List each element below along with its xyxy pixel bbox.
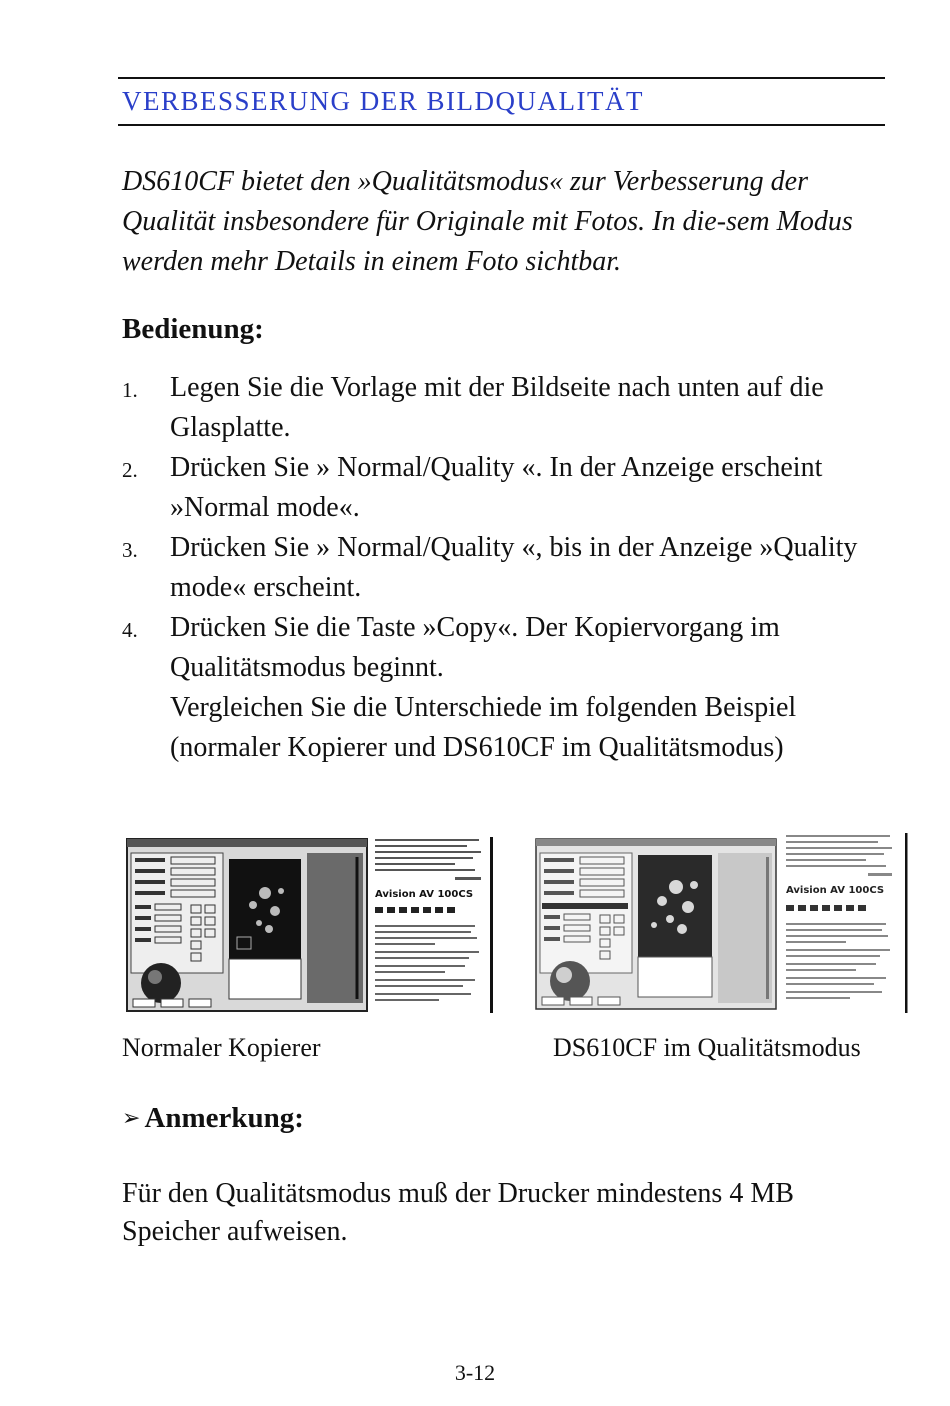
intro-paragraph: DS610CF bietet den »Qualitätsmodus« zur Verbesserung der Qualität insbesondere für Originale mit Fotos. In die-sem Modus werden mehr Details in einem Foto sichtbar. (122, 166, 853, 277)
step-item (122, 608, 882, 768)
step-comparison-text: Vergleichen Sie die Unterschiede im folgenden Beispiel (normaler Kopierer und DS610CF im Qualitätsmodus) (170, 692, 797, 763)
step-text: Drücken Sie » Normal/Quality «, bis in der Anzeige »Quality mode« erscheint. (170, 532, 858, 603)
step-text: Legen Sie die Vorlage mit der Bildseite nach unten auf die Glasplatte. (170, 372, 824, 443)
left-sample-doc-heading: Avision AV 100CS (375, 889, 474, 900)
right-sample-doc-heading: Avision AV 100CS (786, 885, 885, 896)
normal-copy-sample-image (125, 833, 495, 1015)
steps-list (122, 368, 882, 768)
step-number: 1. (122, 378, 138, 402)
operation-heading: Bedienung: (122, 313, 264, 345)
note-heading: Anmerkung: (144, 1102, 304, 1134)
note-text: Für den Qualitätsmodus muß der Drucker mindestens 4 MB Speicher aufweisen. (122, 1178, 794, 1247)
step-body (170, 608, 882, 768)
step-number: 2. (122, 458, 138, 482)
step-text: Drücken Sie die Taste »Copy«. Der Kopiervorgang im Qualitätsmodus beginnt. (170, 612, 780, 683)
top-rule (118, 77, 885, 79)
normal-copy-caption: Normaler Kopierer (122, 1033, 321, 1062)
arrow-bullet-icon: ➢ (122, 1106, 141, 1131)
page-number: 3-12 (454, 1360, 496, 1385)
quality-mode-sample-image (534, 833, 908, 1015)
step-item (122, 368, 882, 448)
step-item (122, 448, 882, 528)
note-heading-row (122, 1102, 304, 1135)
page-title: VERBESSERUNG DER BILDQUALITÄT (122, 86, 644, 116)
step-item (122, 528, 882, 608)
step-number: 3. (122, 538, 138, 562)
quality-mode-caption: DS610CF im Qualitätsmodus (553, 1033, 861, 1062)
step-number: 4. (122, 618, 138, 642)
title-underline (118, 124, 885, 126)
step-text: Drücken Sie » Normal/Quality «. In der Anzeige erscheint »Normal mode«. (170, 452, 823, 523)
